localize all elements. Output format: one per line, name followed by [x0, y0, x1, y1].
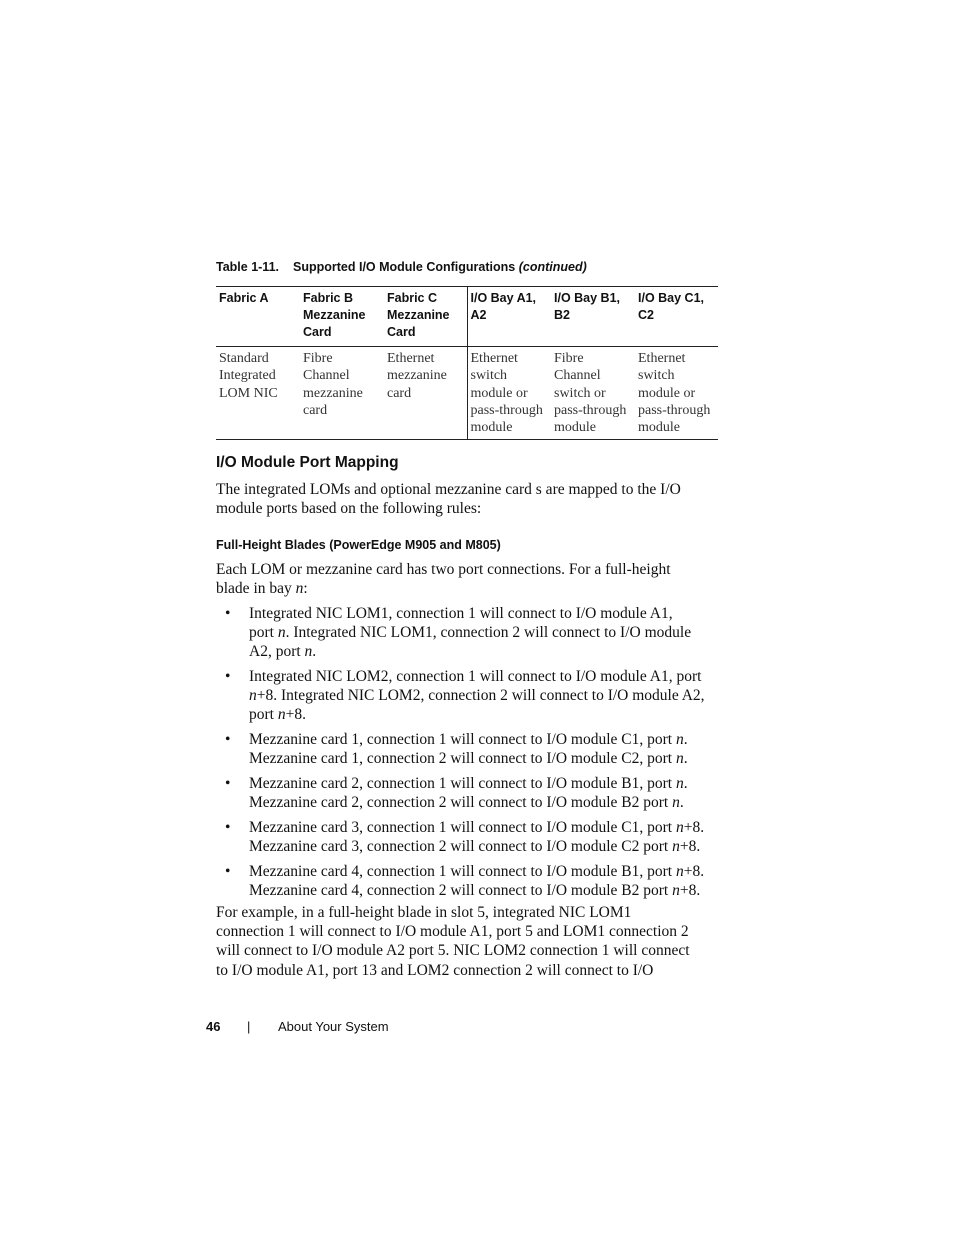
text-run: +8. [679, 882, 701, 899]
text-line: Ethernet [470, 351, 518, 366]
variable-n: n [675, 731, 684, 748]
table-caption-title: Supported I/O Module Configurations [293, 260, 516, 274]
text-line: B2 [554, 308, 570, 322]
text-line: switch or [554, 385, 606, 401]
text-line: C2 [638, 308, 654, 322]
text-run: Mezzanine card 4, connection 1 will connect to I/O module B1, port [249, 863, 676, 880]
variable-n: n [304, 643, 313, 660]
footer-title: About Your System [278, 1019, 389, 1034]
text-run: +8. Integrated NIC LOM2, connection 2 will connect to I/O module A2, [256, 687, 705, 704]
list-item-text [249, 863, 704, 899]
text-run: Integrated NIC LOM2, connection 1 will connect to I/O module A1, port [249, 668, 702, 685]
bullet-glyph: • [225, 819, 231, 836]
header-io-bay-c [635, 287, 718, 347]
table-row [216, 347, 718, 440]
text-run: . Integrated NIC LOM1, connection 2 will connect to I/O module [285, 624, 692, 641]
text-line: Integrated [219, 368, 276, 384]
table-caption-suffix: (continued) [518, 260, 587, 274]
text-line: module ports based on the following rules: [216, 500, 482, 518]
text-run: Mezzanine card 1, connection 2 will connect to I/O module C2, port [249, 750, 676, 767]
variable-n: n [249, 687, 257, 704]
variable-n: n [672, 794, 680, 811]
section-title: I/O Module Port Mapping [216, 454, 399, 471]
list-item [216, 604, 721, 661]
intro-paragraph [216, 480, 721, 518]
variable-n: n [672, 838, 680, 855]
text-line: A2 [470, 308, 487, 322]
subsection-title: Full-Height Blades (PowerEdge M905 and M805) [216, 538, 501, 552]
text-run: . [679, 794, 684, 811]
bullet-glyph: • [225, 731, 231, 748]
list-item-text [249, 819, 704, 855]
text-run: . [683, 750, 688, 767]
port-mapping-rules-list [216, 604, 721, 906]
text-line: I/O Bay A1, [470, 291, 537, 305]
page-number: 46 [206, 1019, 221, 1034]
text-run: +8. [683, 819, 705, 836]
lead-paragraph [216, 560, 721, 598]
text-run: : [303, 580, 308, 598]
text-line: Ethernet [638, 351, 686, 366]
text-line: module [638, 420, 680, 436]
text-run: port [249, 706, 278, 723]
text-run: Mezzanine card 2, connection 2 will connect to I/O module B2 port [249, 794, 673, 811]
cell-io-bay-b [551, 347, 635, 440]
text-line: module [470, 420, 513, 436]
text-line: Mezzanine [303, 308, 366, 322]
variable-n: n [277, 706, 286, 723]
text-line: connection 1 will connect to I/O module A1, port 5 and LOM1 connection 2 [216, 923, 689, 941]
text-line: LOM NIC [219, 385, 278, 401]
text-run: . [683, 775, 688, 792]
text-run: +8. [683, 863, 705, 880]
text-line: card [303, 402, 328, 418]
variable-n: n [675, 750, 684, 767]
cell-fabric-c [384, 347, 467, 440]
text-run: . [683, 731, 688, 748]
text-run: Mezzanine card 2, connection 1 will connect to I/O module B1, port [249, 775, 676, 792]
text-line: Fibre [554, 351, 584, 366]
text-line: Card [303, 325, 332, 339]
text-line: module or [470, 385, 528, 401]
list-item-text [249, 731, 688, 767]
text-line: For example, in a full-height blade in slot 5, integrated NIC LOM1 [216, 904, 632, 921]
cell-fabric-a [216, 347, 300, 440]
text-line: pass-through [470, 402, 543, 418]
text-line: I/O Bay C1, [638, 291, 704, 305]
text-line: mezzanine [387, 368, 447, 384]
text-run: A2, port [249, 643, 305, 660]
text-line: switch [470, 368, 508, 384]
text-line: mezzanine [303, 385, 363, 401]
text-line: Channel [303, 368, 350, 384]
variable-n: n [675, 819, 684, 836]
list-item [216, 774, 721, 812]
list-item-text [249, 668, 705, 723]
text-line: Fabric C [387, 291, 438, 305]
footer-separator: | [247, 1019, 251, 1034]
text-line: Standard [219, 351, 269, 366]
text-line: Card [387, 325, 416, 339]
text-line: The integrated LOMs and optional mezzanine card s are mapped to the I/O [216, 481, 681, 498]
list-item [216, 730, 721, 768]
text-run: blade in bay [216, 580, 296, 598]
cell-io-bay-c [635, 347, 718, 440]
text-run: Mezzanine card 3, connection 2 will connect to I/O module C2 port [249, 838, 673, 855]
io-module-config-table [216, 286, 718, 440]
text-line: module or [638, 385, 696, 401]
table-header-row [216, 287, 718, 347]
variable-n: n [675, 863, 684, 880]
text-run: Mezzanine card 4, connection 2 will connect to I/O module B2 port [249, 882, 673, 899]
text-run: Mezzanine card 1, connection 1 will connect to I/O module C1, port [249, 731, 676, 748]
text-line: Ethernet [387, 351, 435, 366]
bullet-glyph: • [225, 863, 231, 880]
text-run: Mezzanine card 3, connection 1 will connect to I/O module C1, port [249, 819, 676, 836]
text-line: Channel [554, 368, 601, 384]
text-run: +8. [679, 838, 701, 855]
text-line: pass-through [638, 402, 711, 418]
list-item [216, 818, 721, 856]
text-run: Integrated NIC LOM1, connection 1 will connect to I/O module A1, [249, 605, 673, 622]
header-io-bay-a [467, 287, 551, 347]
cell-fabric-b [300, 347, 384, 440]
text-line: module [554, 420, 596, 436]
variable-n: n [295, 580, 304, 598]
variable-n: n [277, 624, 286, 641]
list-item [216, 667, 721, 724]
table-caption [216, 260, 587, 274]
list-item-text [249, 605, 691, 660]
header-fabric-c [384, 287, 467, 347]
header-fabric-b [300, 287, 384, 347]
list-item-text [249, 775, 688, 811]
variable-n: n [672, 882, 680, 899]
variable-n: n [675, 775, 684, 792]
bullet-glyph: • [225, 668, 231, 685]
text-run: Each LOM or mezzanine card has two port connections. For a full-height [216, 561, 671, 578]
text-line: to I/O module A1, port 13 and LOM2 connection 2 will connect to I/O [216, 961, 654, 979]
example-paragraph [216, 903, 721, 980]
text-line: I/O Bay B1, [554, 291, 620, 305]
text-line: Fabric A [219, 291, 269, 305]
text-line: Fabric B [303, 291, 354, 305]
list-item [216, 862, 721, 900]
text-line: will connect to I/O module A2 port 5. NIC LOM2 connection 1 will connect [216, 942, 690, 960]
cell-io-bay-a [467, 347, 551, 440]
text-line: card [387, 385, 412, 401]
text-line: Fibre [303, 351, 333, 366]
bullet-glyph: • [225, 605, 231, 622]
table-caption-number: Table 1-11. [216, 260, 279, 274]
header-fabric-a [216, 287, 300, 347]
text-run: port [249, 624, 278, 641]
text-run: . [312, 643, 317, 660]
text-line: switch [638, 368, 675, 384]
text-line: Mezzanine [387, 308, 450, 322]
header-io-bay-b [551, 287, 635, 347]
text-run: +8. [285, 706, 306, 723]
bullet-glyph: • [225, 775, 231, 792]
text-line: pass-through [554, 402, 627, 418]
